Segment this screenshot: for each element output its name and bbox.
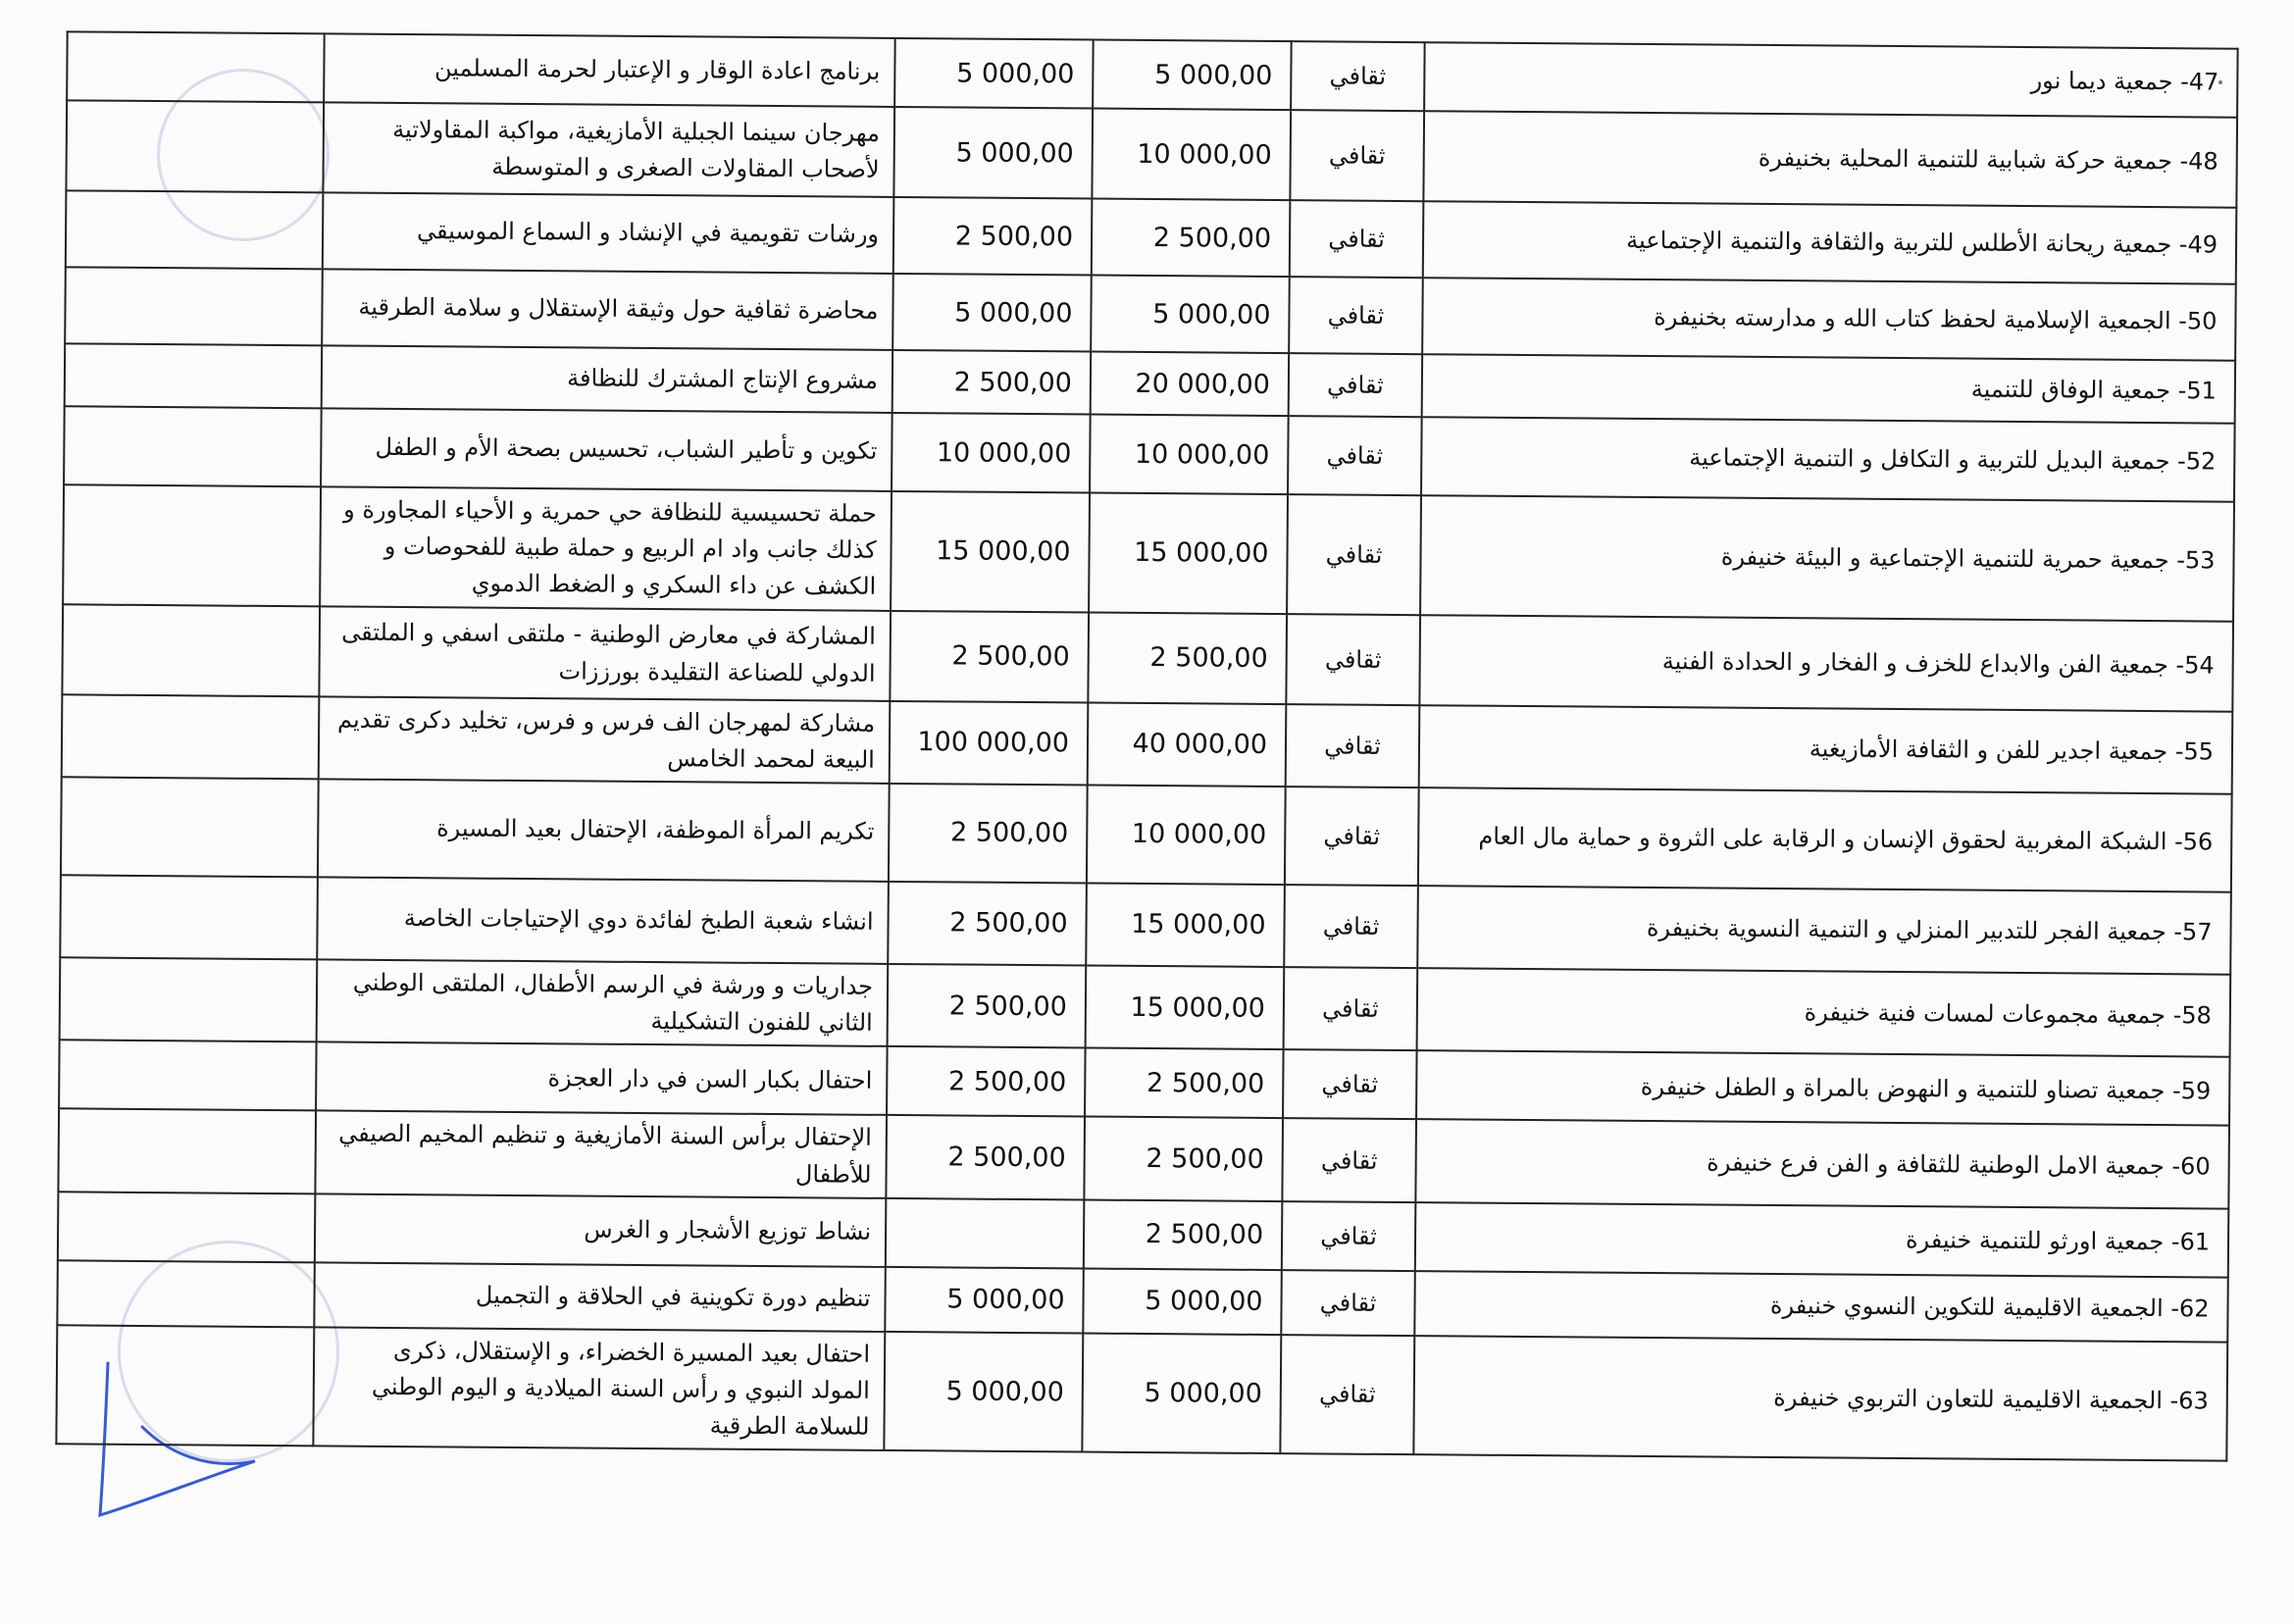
domain-cell: ثقافي	[1288, 416, 1422, 495]
association-cell: 62- الجمعية الاقليمية للتكوين النسوي خنيفرة	[1414, 1271, 2227, 1343]
empty-cell	[59, 1040, 317, 1111]
requested-amount-cell: 2 500,00	[1084, 1199, 1283, 1270]
granted-amount-cell: 2 500,00	[890, 611, 1089, 703]
activity-cell: برنامج اعادة الوقار و الإعتبار لحرمة المسلمين	[324, 33, 895, 107]
domain-cell: ثقافي	[1283, 1049, 1417, 1119]
empty-cell	[61, 777, 319, 877]
table-row	[61, 777, 2232, 891]
empty-cell	[60, 957, 318, 1041]
activity-cell: الإحتفال برأس السنة الأمازيغية و تنظيم المخيم الصيفي للأطفال	[315, 1111, 887, 1198]
requested-amount-cell: 15 000,00	[1086, 883, 1285, 967]
granted-amount-cell	[886, 1198, 1085, 1269]
requested-amount-cell: 15 000,00	[1089, 493, 1288, 614]
granted-amount-cell: 5 000,00	[893, 107, 1093, 199]
activity-cell: مشاركة لمهرجان الف فرس و فرس، تخليد دكرى تقديم البيعة لمحمد الخامس	[319, 696, 891, 784]
requested-amount-cell: 5 000,00	[1093, 40, 1292, 111]
empty-cell	[67, 31, 325, 102]
association-cell: 48- جمعية حركة شبابية للتنمية المحلية بخنيفرة	[1423, 111, 2237, 208]
domain-cell: ثقافي	[1284, 967, 1418, 1050]
association-cell: 59- جمعية تصناو للتنمية و النهوض بالمراة و الطفل خنيفرة	[1416, 1050, 2230, 1126]
association-cell: 52- جمعية البديل للتربية و التكافل و التنمية الإجتماعية	[1421, 417, 2235, 502]
association-cell: 51- جمعية الوفاق للتنمية	[1422, 354, 2235, 424]
domain-cell: ثقافي	[1285, 787, 1419, 886]
requested-amount-cell: 5 000,00	[1083, 1268, 1282, 1335]
requested-amount-cell: 20 000,00	[1091, 352, 1289, 417]
domain-cell: ثقافي	[1287, 494, 1421, 615]
table-row	[66, 100, 2237, 207]
granted-amount-cell: 2 500,00	[886, 1115, 1085, 1199]
activity-cell: نشاط توزيع الأشجار و الغرس	[315, 1193, 887, 1267]
domain-cell: ثقافي	[1286, 704, 1420, 787]
domain-cell: ثقافي	[1290, 200, 1424, 278]
granted-amount-cell: 5 000,00	[885, 1267, 1084, 1334]
granted-amount-cell: 2 500,00	[888, 882, 1087, 966]
empty-cell	[62, 694, 320, 779]
association-cell: 61- جمعية اورثو للتنمية خنيفرة	[1415, 1202, 2229, 1278]
activity-cell: احتفال بعيد المسيرة الخضراء، و الإستقلال، ذكرى المولد النبوي و رأس السنة الميلادية و اليوم الوطني للسلامة الطرقية	[313, 1327, 885, 1450]
domain-cell: ثقافي	[1291, 41, 1425, 111]
empty-cell	[63, 484, 321, 606]
granted-amount-cell: 5 000,00	[884, 1332, 1083, 1452]
granted-amount-cell: 2 500,00	[892, 350, 1091, 415]
association-cell: 55- جمعية اجدير للفن و الثقافة الأمازيغية	[1419, 705, 2233, 794]
domain-cell: ثقافي	[1286, 614, 1420, 705]
requested-amount-cell: 2 500,00	[1092, 199, 1291, 278]
association-cell: 53- جمعية حمرية للتنمية الإجتماعية و البيئة خنيفرة	[1420, 495, 2234, 621]
empty-cell	[62, 604, 320, 696]
activity-cell: احتفال بكبار السن في دار العجزة	[316, 1042, 888, 1116]
granted-amount-cell: 2 500,00	[889, 784, 1088, 884]
empty-cell	[65, 267, 323, 345]
table-row	[56, 1325, 2227, 1461]
table-row	[63, 484, 2234, 621]
table-body	[56, 31, 2237, 1461]
activity-cell: حملة تحسيسية للنظافة حي حمرية و الأحياء المجاورة و كذلك جانب واد ام الربيع و حملة طبية للفحوصات و الكشف عن داء السكري و الضغط الدموي	[320, 486, 892, 610]
requested-amount-cell: 15 000,00	[1086, 965, 1285, 1049]
activity-cell: جداريات و ورشة في الرسم الأطفال، الملتقى الوطني الثاني للفنون التشكيلية	[317, 959, 889, 1046]
empty-cell	[64, 406, 322, 486]
requested-amount-cell: 40 000,00	[1088, 702, 1287, 787]
granted-amount-cell: 100 000,00	[890, 701, 1089, 786]
domain-cell: ثقافي	[1282, 1201, 1416, 1271]
empty-cell	[56, 1325, 314, 1446]
granted-amount-cell: 2 500,00	[888, 964, 1087, 1048]
association-cell: 50- الجمعية الإسلامية لحفظ كتاب الله و مدارسته بخنيفرة	[1422, 278, 2236, 361]
empty-cell	[57, 1260, 315, 1327]
granted-amount-cell: 10 000,00	[892, 413, 1091, 493]
empty-cell	[66, 100, 324, 192]
domain-cell: ثقافي	[1284, 885, 1418, 968]
requested-amount-cell: 5 000,00	[1091, 276, 1290, 354]
empty-cell	[60, 875, 318, 959]
empty-cell	[58, 1109, 316, 1193]
activity-cell: تكريم المرأة الموظفة، الإحتفال بعيد المسيرة	[318, 779, 890, 882]
granted-amount-cell: 5 000,00	[892, 274, 1092, 352]
requested-amount-cell: 2 500,00	[1085, 1048, 1284, 1119]
granted-amount-cell: 5 000,00	[894, 38, 1094, 109]
association-cell: 63- الجمعية الاقليمية للتعاون التربوي خنيفرة	[1413, 1336, 2227, 1461]
activity-cell: انشاء شعبة الطبخ لفائدة دوي الإحتياجات الخاصة	[317, 877, 889, 964]
activity-cell: مهرجان سينما الجبلية الأمازيغية، مواكبة المقاولاتية لأصحاب المقاولات الصغرى و المتوسطة	[323, 102, 894, 197]
domain-cell: ثقافي	[1281, 1270, 1415, 1336]
activity-cell: المشاركة في معارض الوطنية - ملتقى اسفي و الملتقى الدولي للصناعة التقليدة بورززات	[319, 606, 891, 701]
association-cell: 60- جمعية الامل الوطنية للثقافة و الفن فرع خنيفرة	[1415, 1119, 2229, 1208]
association-cell: 57- جمعية الفجر للتدبير المنزلي و التنمية النسوية بخنيفرة	[1417, 886, 2231, 975]
activity-cell: تكوين و تأطير الشباب، تحسيس بصحة الأم و الطفل	[321, 408, 892, 491]
requested-amount-cell: 10 000,00	[1090, 415, 1289, 495]
association-cell: 49- جمعية ريحانة الأطلس للتربية والثقافة والتنمية الإجتماعية	[1423, 201, 2237, 284]
domain-cell: ثقافي	[1280, 1335, 1414, 1455]
domain-cell: ثقافي	[1289, 277, 1423, 354]
activity-cell: محاضرة ثقافية حول وثيقة الإستقلال و سلامة الطرقية	[322, 269, 893, 350]
requested-amount-cell: 2 500,00	[1084, 1117, 1283, 1201]
activity-cell: ورشات تقويمية في الإنشاد و السماع الموسيقي	[323, 192, 894, 274]
requested-amount-cell: 10 000,00	[1087, 785, 1286, 885]
empty-cell	[65, 343, 322, 408]
requested-amount-cell: 5 000,00	[1082, 1333, 1281, 1453]
requested-amount-cell: 2 500,00	[1088, 612, 1287, 704]
granted-amount-cell: 2 500,00	[893, 197, 1093, 276]
subsidies-table	[55, 30, 2238, 1462]
association-cell: 58- جمعية مجموعات لمسات فنية خنيفرة	[1417, 968, 2231, 1057]
domain-cell: ثقافي	[1290, 110, 1424, 201]
association-cell: 54- جمعية الفن والابداع للخزف و الفخار و الحدادة الفنية	[1419, 615, 2233, 712]
empty-cell	[58, 1192, 316, 1262]
activity-cell: مشروع الإنتاج المشترك للنظافة	[322, 345, 892, 413]
table-row	[62, 604, 2233, 711]
granted-amount-cell: 2 500,00	[887, 1046, 1086, 1117]
association-cell: 47- جمعية ديما نور	[1424, 42, 2238, 118]
domain-cell: ثقافي	[1282, 1118, 1416, 1201]
empty-cell	[66, 190, 324, 269]
domain-cell: ثقافي	[1289, 353, 1422, 417]
granted-amount-cell: 15 000,00	[891, 491, 1090, 612]
activity-cell: تنظيم دورة تكوينية في الحلاقة و التجميل	[314, 1262, 886, 1332]
association-cell: 56- الشبكة المغربية لحقوق الإنسان و الرقابة على الثروة و حماية مال العام	[1418, 787, 2232, 892]
requested-amount-cell: 10 000,00	[1092, 109, 1291, 201]
